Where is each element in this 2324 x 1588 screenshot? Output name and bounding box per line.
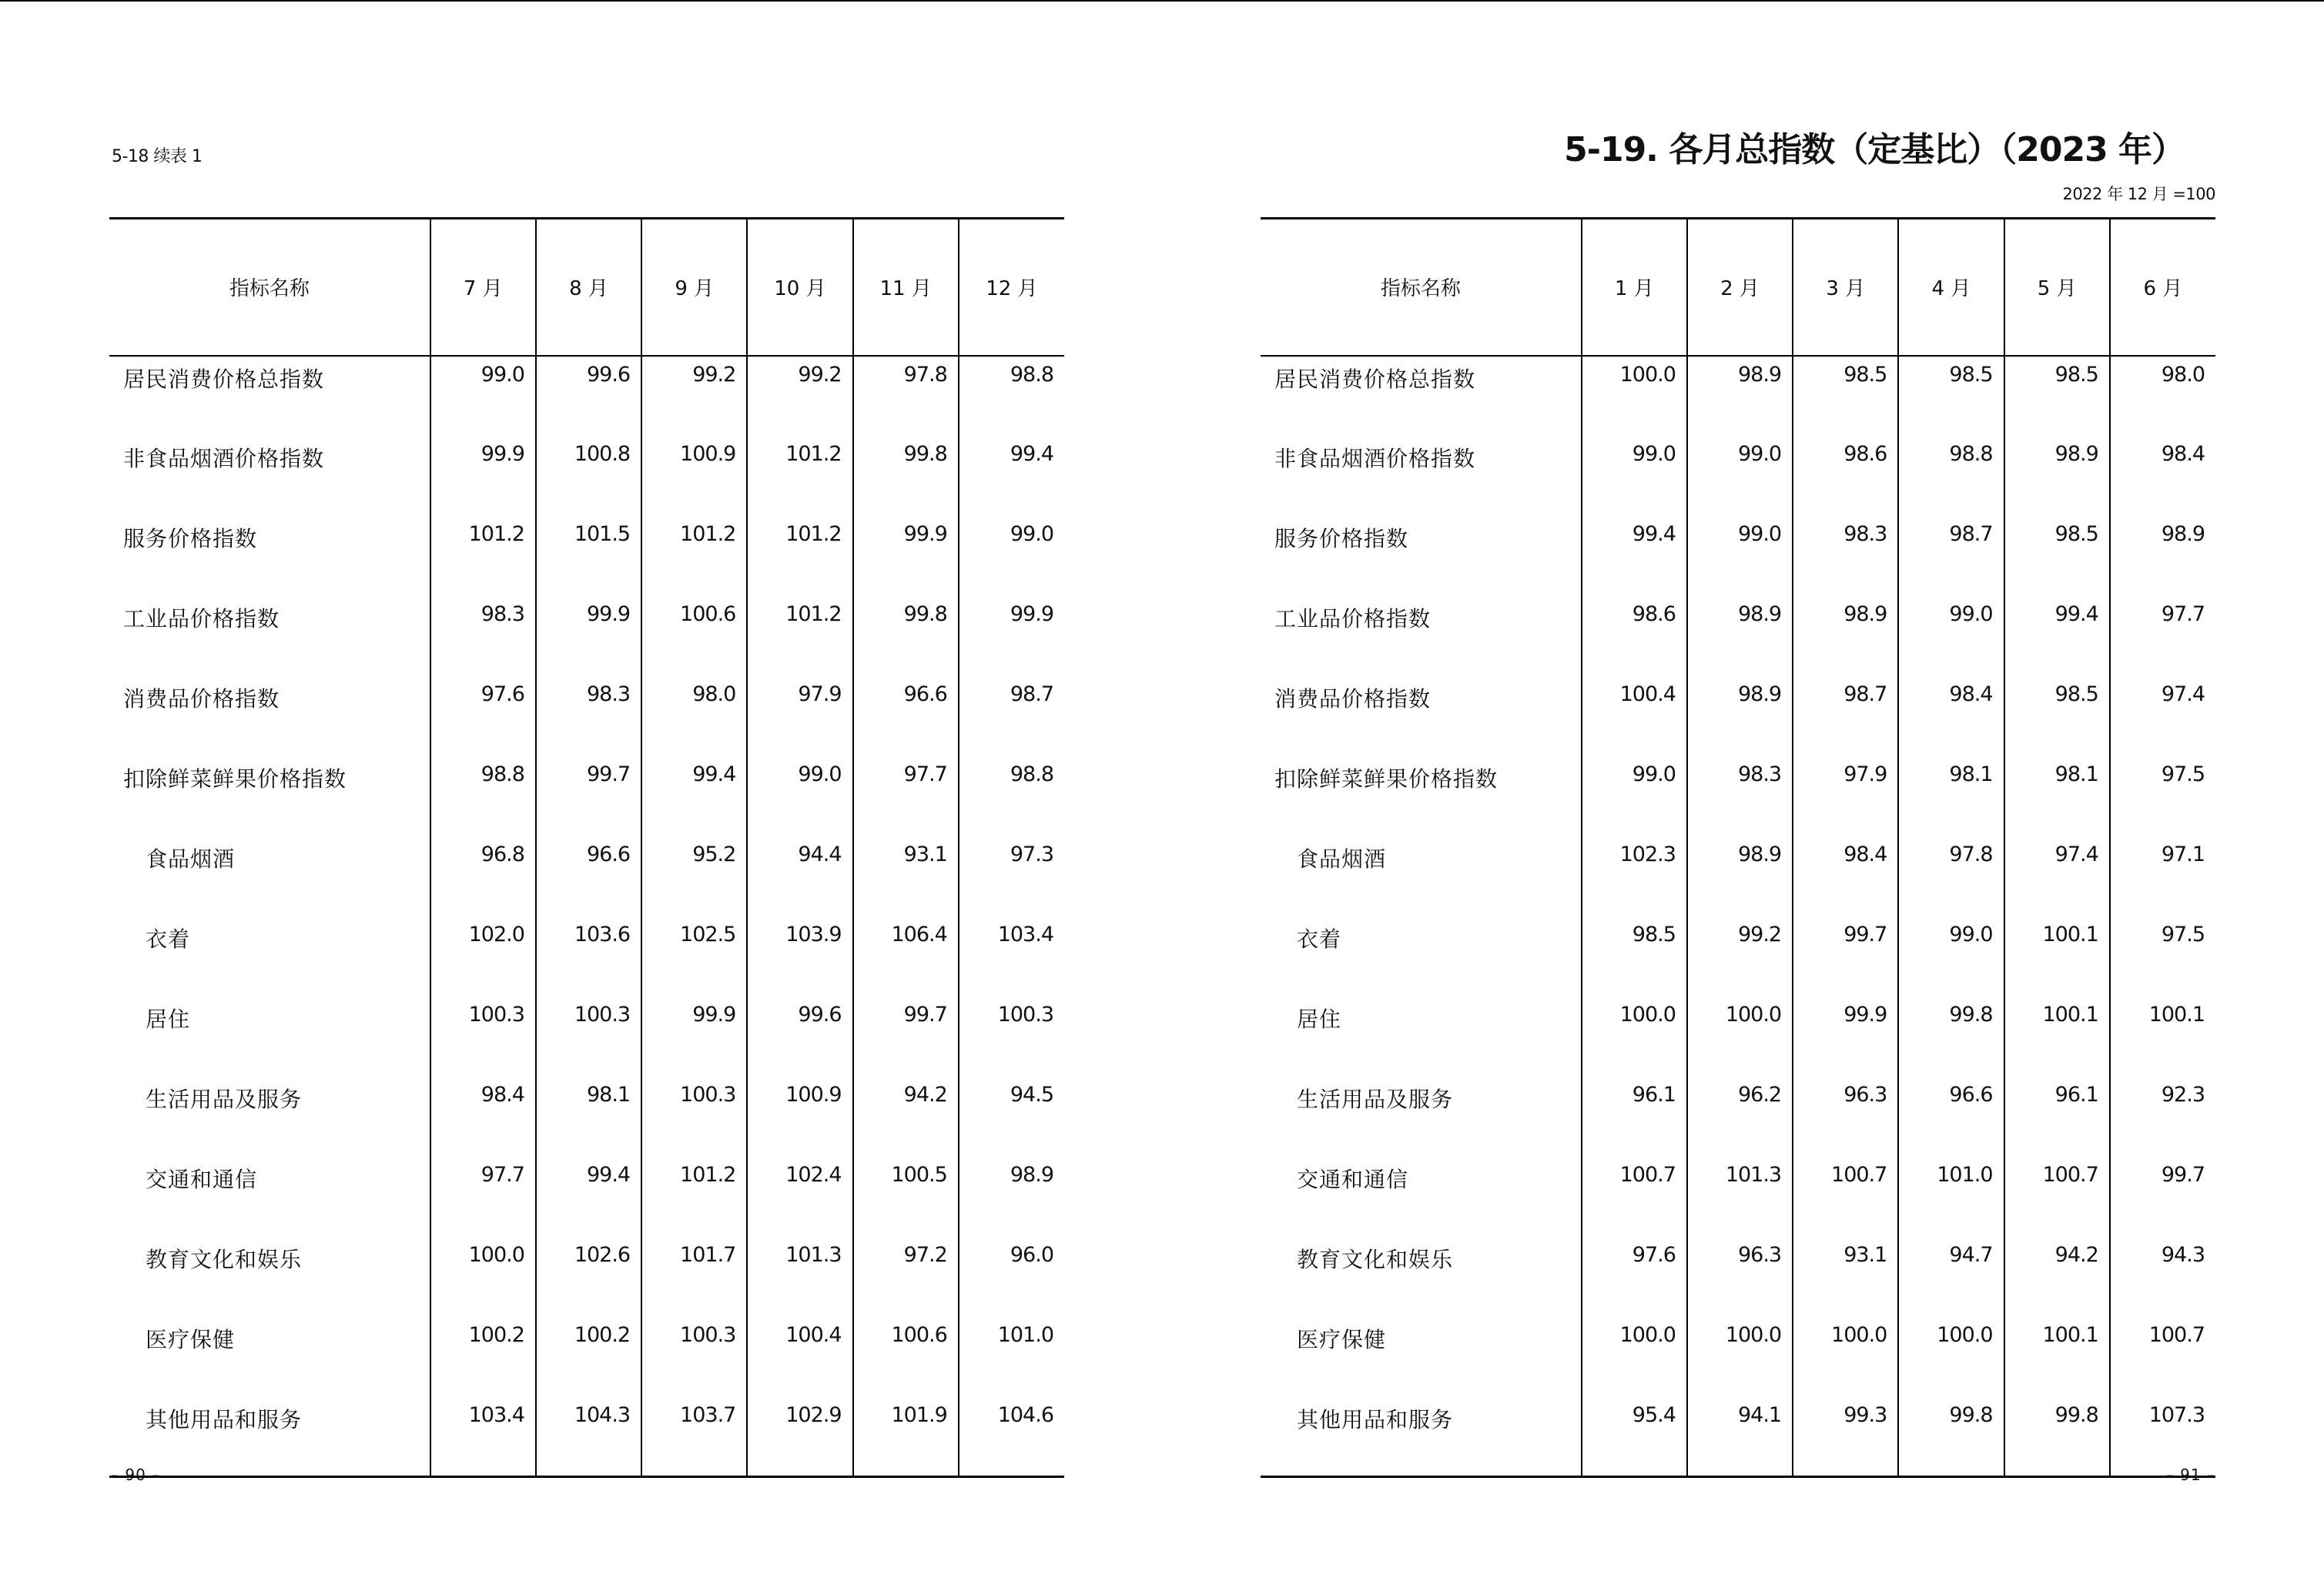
- column-header-month: 7 月: [430, 219, 536, 356]
- row-label: 工业品价格指数: [123, 605, 280, 632]
- value-cell: 100.2: [536, 1317, 641, 1397]
- value-cell: 103.6: [536, 916, 641, 997]
- value-cell: 98.9: [1687, 596, 1793, 676]
- table-row: [1261, 1397, 2215, 1477]
- row-label: 交通和通信: [1297, 1166, 1409, 1192]
- value-cell: 99.9: [430, 436, 536, 516]
- value-cell: 96.6: [853, 676, 959, 756]
- value-cell: 102.4: [747, 1157, 852, 1237]
- value-cell: 96.8: [430, 836, 536, 916]
- column-header-name: 指标名称: [109, 219, 430, 356]
- value-cell: 97.4: [2004, 836, 2110, 916]
- value-cell: 104.3: [536, 1397, 641, 1477]
- page-number: – 91 –: [2165, 1466, 2215, 1484]
- table-row: [109, 676, 1064, 756]
- value-cell: 92.3: [2110, 1077, 2215, 1157]
- value-cell: 96.1: [1582, 1077, 1687, 1157]
- value-cell: 101.2: [641, 516, 747, 596]
- value-cell: 101.7: [641, 1237, 747, 1317]
- value-cell: 98.3: [536, 676, 641, 756]
- value-cell: 99.0: [430, 356, 536, 436]
- table-row: [1261, 596, 2215, 676]
- value-cell: 100.0: [1582, 1317, 1687, 1397]
- value-cell: 96.6: [536, 836, 641, 916]
- value-cell: 100.1: [2110, 997, 2215, 1077]
- value-cell: 99.8: [2004, 1397, 2110, 1477]
- value-cell: 98.9: [1687, 676, 1793, 756]
- value-cell: 99.8: [1898, 1397, 2004, 1477]
- value-cell: 99.7: [2110, 1157, 2215, 1237]
- value-cell: 97.6: [430, 676, 536, 756]
- value-cell: 95.2: [641, 836, 747, 916]
- column-header-name: 指标名称: [1261, 219, 1582, 356]
- value-cell: 96.3: [1793, 1077, 1898, 1157]
- table-row: [109, 1397, 1064, 1477]
- value-cell: 100.0: [1793, 1317, 1898, 1397]
- value-cell: 99.0: [747, 756, 852, 836]
- right-data-table: [1261, 217, 2215, 1478]
- value-cell: 98.8: [959, 356, 1064, 436]
- value-cell: 99.9: [853, 516, 959, 596]
- running-head: 5-18 续表 1: [112, 147, 203, 166]
- value-cell: 99.7: [853, 997, 959, 1077]
- value-cell: 106.4: [853, 916, 959, 997]
- value-cell: 99.0: [1582, 436, 1687, 516]
- value-cell: 98.9: [1687, 356, 1793, 436]
- value-cell: 93.1: [1793, 1237, 1898, 1317]
- value-cell: 97.9: [747, 676, 852, 756]
- value-cell: 102.3: [1582, 836, 1687, 916]
- value-cell: 98.1: [1898, 756, 2004, 836]
- table-row: [1261, 1157, 2215, 1237]
- table-row: [109, 997, 1064, 1077]
- row-label: 教育文化和娱乐: [146, 1246, 303, 1272]
- value-cell: 96.2: [1687, 1077, 1793, 1157]
- left-data-table: [109, 217, 1064, 1478]
- table-row: [109, 1237, 1064, 1317]
- value-cell: 94.5: [959, 1077, 1064, 1157]
- value-cell: 100.1: [2004, 997, 2110, 1077]
- row-label: 其他用品和服务: [1261, 1397, 1582, 1477]
- value-cell: 101.0: [959, 1317, 1064, 1397]
- value-cell: 97.2: [853, 1237, 959, 1317]
- value-cell: 97.8: [1898, 836, 2004, 916]
- value-cell: 99.2: [1687, 916, 1793, 997]
- value-cell: 100.3: [430, 997, 536, 1077]
- value-cell: 99.4: [2004, 596, 2110, 676]
- value-cell: 97.7: [2110, 596, 2215, 676]
- value-cell: 103.4: [959, 916, 1064, 997]
- value-cell: 98.9: [959, 1157, 1064, 1237]
- value-cell: 99.0: [1687, 516, 1793, 596]
- value-cell: 98.9: [2110, 516, 2215, 596]
- value-cell: 103.9: [747, 916, 852, 997]
- value-cell: 100.4: [1582, 676, 1687, 756]
- value-cell: 98.7: [1793, 676, 1898, 756]
- row-label: 居住: [1297, 1006, 1342, 1032]
- row-label: 服务价格指数: [123, 525, 258, 551]
- row-label: 生活用品及服务: [146, 1086, 303, 1112]
- value-cell: 97.7: [430, 1157, 536, 1237]
- value-cell: 98.4: [430, 1077, 536, 1157]
- row-label: 消费品价格指数: [1274, 685, 1432, 712]
- value-cell: 99.6: [536, 356, 641, 436]
- value-cell: 96.6: [1898, 1077, 2004, 1157]
- table-row: [1261, 756, 2215, 836]
- column-header-month: 8 月: [536, 219, 641, 356]
- value-cell: 100.0: [1898, 1317, 2004, 1397]
- row-label: 消费品价格指数: [123, 685, 280, 712]
- value-cell: 101.3: [1687, 1157, 1793, 1237]
- value-cell: 98.4: [1793, 836, 1898, 916]
- value-cell: 97.7: [853, 756, 959, 836]
- value-cell: 99.4: [1582, 516, 1687, 596]
- value-cell: 101.2: [430, 516, 536, 596]
- row-label: 教育文化和娱乐: [1297, 1246, 1454, 1272]
- value-cell: 100.6: [853, 1317, 959, 1397]
- table-row: [1261, 436, 2215, 516]
- value-cell: 100.8: [536, 436, 641, 516]
- column-header-month: 1 月: [1582, 219, 1687, 356]
- value-cell: 100.7: [1582, 1157, 1687, 1237]
- table-row: [109, 356, 1064, 436]
- value-cell: 98.5: [2004, 356, 2110, 436]
- value-cell: 100.3: [641, 1317, 747, 1397]
- column-header-month: 4 月: [1898, 219, 2004, 356]
- row-label: 非食品烟酒价格指数: [123, 445, 325, 471]
- left-page: [109, 0, 1064, 1588]
- value-cell: 100.2: [430, 1317, 536, 1397]
- value-cell: 96.1: [2004, 1077, 2110, 1157]
- value-cell: 102.0: [430, 916, 536, 997]
- value-cell: 100.9: [641, 436, 747, 516]
- value-cell: 99.4: [536, 1157, 641, 1237]
- value-cell: 101.2: [747, 516, 852, 596]
- row-label: 衣着: [1297, 926, 1342, 952]
- table-row: [1261, 516, 2215, 596]
- value-cell: 98.1: [536, 1077, 641, 1157]
- value-cell: 98.7: [1898, 516, 2004, 596]
- row-label: 其他用品和服务: [109, 1397, 430, 1477]
- value-cell: 99.9: [536, 596, 641, 676]
- value-cell: 100.7: [2110, 1317, 2215, 1397]
- right-page: [1261, 0, 2215, 1588]
- value-cell: 99.0: [1582, 756, 1687, 836]
- row-label: 扣除鲜菜鲜果价格指数: [1274, 766, 1499, 792]
- value-cell: 98.3: [430, 596, 536, 676]
- value-cell: 99.7: [536, 756, 641, 836]
- value-cell: 98.6: [1582, 596, 1687, 676]
- value-cell: 98.0: [2110, 356, 2215, 436]
- table-row: [109, 1317, 1064, 1397]
- value-cell: 102.6: [536, 1237, 641, 1317]
- value-cell: 98.8: [430, 756, 536, 836]
- row-label: 居民消费价格总指数: [1274, 366, 1476, 392]
- table-row: [1261, 1317, 2215, 1397]
- value-cell: 100.4: [747, 1317, 852, 1397]
- value-cell: 96.0: [959, 1237, 1064, 1317]
- value-cell: 99.9: [641, 997, 747, 1077]
- value-cell: 96.3: [1687, 1237, 1793, 1317]
- value-cell: 98.5: [2004, 516, 2110, 596]
- value-cell: 98.5: [1793, 356, 1898, 436]
- value-cell: 99.0: [959, 516, 1064, 596]
- value-cell: 100.5: [853, 1157, 959, 1237]
- table-header-row: [1261, 219, 2215, 356]
- value-cell: 103.7: [641, 1397, 747, 1477]
- value-cell: 99.0: [1898, 916, 2004, 997]
- column-header-month: 3 月: [1793, 219, 1898, 356]
- table-row: [1261, 836, 2215, 916]
- value-cell: 99.8: [853, 596, 959, 676]
- page-title: 5-19. 各月总指数（定基比）（2023 年）: [1564, 130, 2185, 169]
- row-label: 工业品价格指数: [1274, 605, 1432, 632]
- value-cell: 100.1: [2004, 1317, 2110, 1397]
- value-cell: 99.8: [1898, 997, 2004, 1077]
- table-row: [109, 516, 1064, 596]
- value-cell: 99.9: [1793, 997, 1898, 1077]
- value-cell: 99.4: [641, 756, 747, 836]
- value-cell: 103.4: [430, 1397, 536, 1477]
- row-label: 服务价格指数: [1274, 525, 1409, 551]
- value-cell: 98.3: [1793, 516, 1898, 596]
- row-label: 交通和通信: [146, 1166, 258, 1192]
- row-label: 居民消费价格总指数: [123, 366, 325, 392]
- value-cell: 99.9: [959, 596, 1064, 676]
- table-row: [1261, 676, 2215, 756]
- table-header-row: [109, 219, 1064, 356]
- value-cell: 100.9: [747, 1077, 852, 1157]
- value-cell: 98.7: [959, 676, 1064, 756]
- value-cell: 99.4: [959, 436, 1064, 516]
- value-cell: 99.8: [853, 436, 959, 516]
- column-header-month: 11 月: [853, 219, 959, 356]
- value-cell: 98.8: [959, 756, 1064, 836]
- value-cell: 100.0: [1687, 1317, 1793, 1397]
- value-cell: 102.9: [747, 1397, 852, 1477]
- value-cell: 93.1: [853, 836, 959, 916]
- row-label: 扣除鲜菜鲜果价格指数: [123, 766, 347, 792]
- row-label: 生活用品及服务: [1297, 1086, 1454, 1112]
- row-label: 医疗保健: [1297, 1326, 1387, 1352]
- value-cell: 94.2: [2004, 1237, 2110, 1317]
- table-row: [1261, 1077, 2215, 1157]
- value-cell: 100.3: [536, 997, 641, 1077]
- value-cell: 107.3: [2110, 1397, 2215, 1477]
- value-cell: 99.3: [1793, 1397, 1898, 1477]
- value-cell: 100.6: [641, 596, 747, 676]
- column-header-month: 10 月: [747, 219, 852, 356]
- value-cell: 98.4: [2110, 436, 2215, 516]
- value-cell: 104.6: [959, 1397, 1064, 1477]
- value-cell: 101.2: [641, 1157, 747, 1237]
- table-row: [109, 916, 1064, 997]
- value-cell: 97.8: [853, 356, 959, 436]
- value-cell: 100.0: [430, 1237, 536, 1317]
- column-header-month: 5 月: [2004, 219, 2110, 356]
- value-cell: 100.3: [641, 1077, 747, 1157]
- value-cell: 98.9: [1793, 596, 1898, 676]
- value-cell: 97.5: [2110, 756, 2215, 836]
- value-cell: 100.7: [2004, 1157, 2110, 1237]
- value-cell: 98.9: [1687, 836, 1793, 916]
- table-row: [109, 596, 1064, 676]
- value-cell: 99.6: [747, 997, 852, 1077]
- value-cell: 99.0: [1687, 436, 1793, 516]
- value-cell: 101.3: [747, 1237, 852, 1317]
- table-row: [109, 756, 1064, 836]
- table-row: [109, 1077, 1064, 1157]
- value-cell: 99.0: [1898, 596, 2004, 676]
- row-label: 居住: [146, 1006, 191, 1032]
- column-header-month: 2 月: [1687, 219, 1793, 356]
- base-period-note: 2022 年 12 月 =100: [2062, 185, 2215, 203]
- table-row: [1261, 916, 2215, 997]
- column-header-month: 12 月: [959, 219, 1064, 356]
- value-cell: 98.8: [1898, 436, 2004, 516]
- value-cell: 98.9: [2004, 436, 2110, 516]
- table-row: [109, 836, 1064, 916]
- value-cell: 98.0: [641, 676, 747, 756]
- value-cell: 94.2: [853, 1077, 959, 1157]
- table-row: [109, 436, 1064, 516]
- value-cell: 94.1: [1687, 1397, 1793, 1477]
- value-cell: 95.4: [1582, 1397, 1687, 1477]
- value-cell: 101.5: [536, 516, 641, 596]
- value-cell: 97.3: [959, 836, 1064, 916]
- value-cell: 98.4: [1898, 676, 2004, 756]
- value-cell: 94.3: [2110, 1237, 2215, 1317]
- value-cell: 98.6: [1793, 436, 1898, 516]
- row-label: 食品烟酒: [1297, 846, 1387, 872]
- value-cell: 99.2: [641, 356, 747, 436]
- value-cell: 94.7: [1898, 1237, 2004, 1317]
- table-row: [1261, 356, 2215, 436]
- row-label: 非食品烟酒价格指数: [1274, 445, 1476, 471]
- value-cell: 94.4: [747, 836, 852, 916]
- value-cell: 97.4: [2110, 676, 2215, 756]
- value-cell: 98.5: [2004, 676, 2110, 756]
- value-cell: 98.1: [2004, 756, 2110, 836]
- column-header-month: 6 月: [2110, 219, 2215, 356]
- value-cell: 100.0: [1687, 997, 1793, 1077]
- value-cell: 102.5: [641, 916, 747, 997]
- value-cell: 97.1: [2110, 836, 2215, 916]
- value-cell: 101.9: [853, 1397, 959, 1477]
- value-cell: 99.2: [747, 356, 852, 436]
- value-cell: 97.9: [1793, 756, 1898, 836]
- value-cell: 101.2: [747, 436, 852, 516]
- table-row: [1261, 1237, 2215, 1317]
- value-cell: 97.5: [2110, 916, 2215, 997]
- value-cell: 100.0: [1582, 356, 1687, 436]
- value-cell: 99.7: [1793, 916, 1898, 997]
- row-label: 医疗保健: [146, 1326, 236, 1352]
- table-row: [1261, 997, 2215, 1077]
- row-label: 衣着: [146, 926, 191, 952]
- page-number: – 90 –: [111, 1466, 161, 1484]
- value-cell: 100.0: [1582, 997, 1687, 1077]
- value-cell: 98.3: [1687, 756, 1793, 836]
- value-cell: 97.6: [1582, 1237, 1687, 1317]
- value-cell: 98.5: [1582, 916, 1687, 997]
- value-cell: 101.2: [747, 596, 852, 676]
- table-row: [109, 1157, 1064, 1237]
- value-cell: 98.5: [1898, 356, 2004, 436]
- value-cell: 101.0: [1898, 1157, 2004, 1237]
- value-cell: 100.1: [2004, 916, 2110, 997]
- column-header-month: 9 月: [641, 219, 747, 356]
- value-cell: 100.3: [959, 997, 1064, 1077]
- value-cell: 100.7: [1793, 1157, 1898, 1237]
- row-label: 食品烟酒: [146, 846, 236, 872]
